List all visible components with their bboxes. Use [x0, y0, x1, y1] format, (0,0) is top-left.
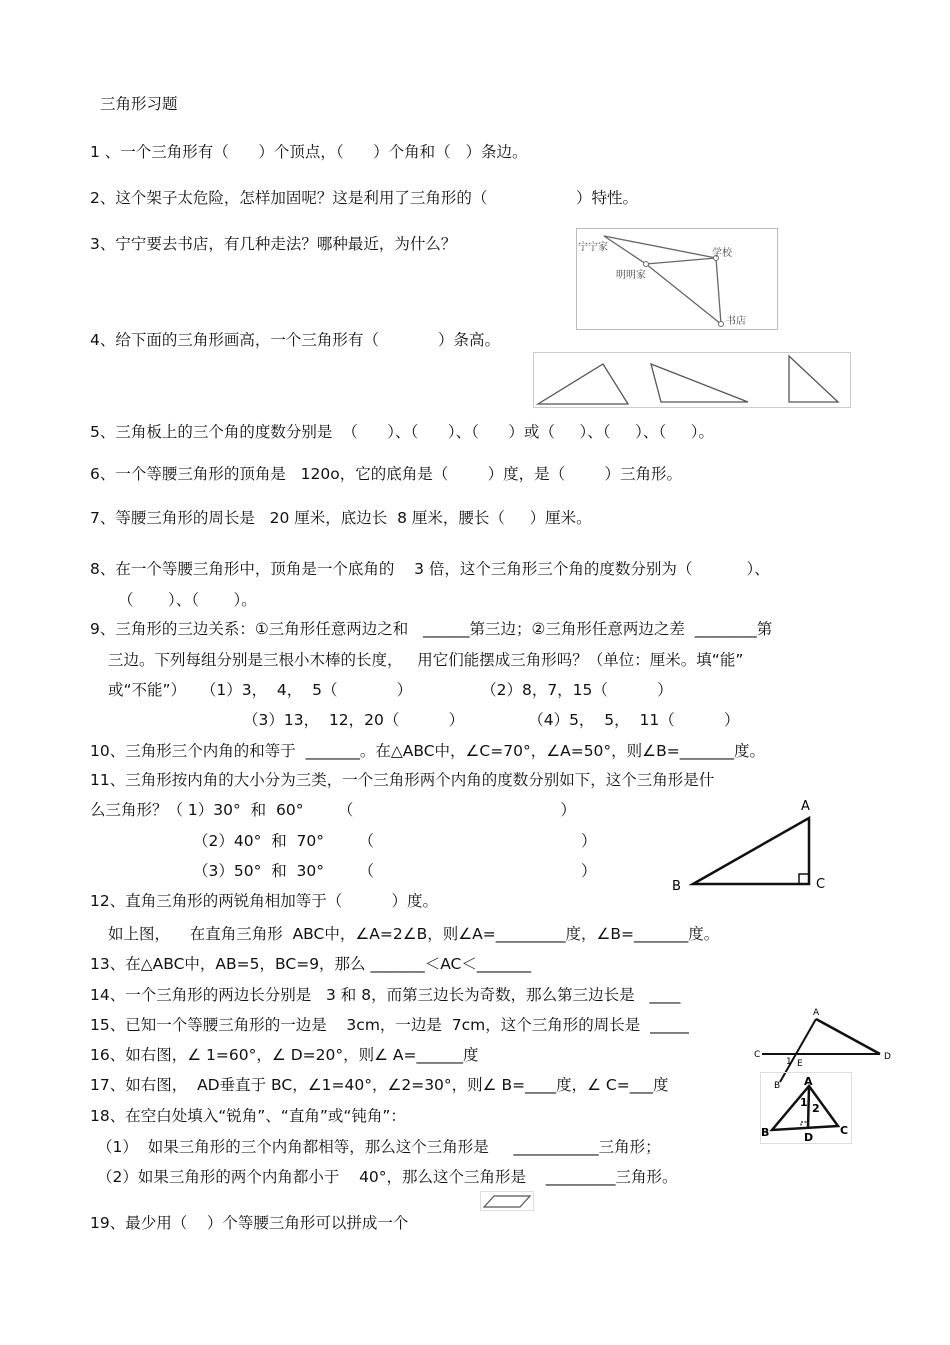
question-10: 10、三角形三个内角的和等于 _______。在△ABC中，∠C=70°，∠A=50°，则∠B=_______度。	[90, 742, 765, 760]
parallelogram-figure	[480, 1191, 534, 1211]
fig17-angle1-label: 1	[800, 1096, 808, 1109]
fig17-d-label: D	[804, 1131, 814, 1144]
fig16-a-label: A	[813, 1008, 820, 1018]
question-9-line-3: 或“不能”） （1）3， 4， 5（ ） （2）8，7，15（ ）	[108, 681, 673, 699]
question-12-line-1: 12、直角三角形的两锐角相加等于（ ）度。	[90, 892, 438, 910]
vertex-a-label: A	[801, 799, 810, 814]
question-8-line-2: （ ）、（ ）。	[118, 591, 257, 609]
question-11-line-4: （3）50° 和 30° （ ）	[193, 862, 597, 880]
fig17-b-label: B	[761, 1126, 770, 1139]
map-label-ming: 明明家	[616, 270, 646, 281]
triangles-figure	[533, 352, 851, 408]
question-18-part-2: （2）如果三角形的两个内角都小于 40°，那么这个三角形是 _________三角形。	[97, 1168, 678, 1186]
question-9-line-2: 三边。下列每组分别是三根小木棒的长度， 用它们能摆成三角形吗？（单位：厘米。填“能”	[108, 651, 744, 669]
question-14: 14、一个三角形的两边长分别是 3 和 8，而第三边长为奇数，那么第三边长是 ____	[90, 986, 681, 1004]
fig17-angle2-label: 2	[812, 1102, 820, 1115]
question-6: 6、一个等腰三角形的顶角是 120o，它的底角是（ ）度，是（ ）三角形。	[90, 465, 683, 483]
question-11-line-2: 么三角形？（ 1）30° 和 60° （ ）	[90, 801, 576, 819]
question-11-line-1: 11、三角形按内角的大小分为三类，一个三角形两个内角的度数分别如下，这个三角形是什	[90, 771, 715, 789]
page-title: 三角形习题	[100, 95, 178, 113]
question-16: 16、如右图，∠ 1=60°，∠ D=20°，则∠ A=______度	[90, 1046, 479, 1064]
fig16-d-label: D	[884, 1052, 891, 1062]
question-1: 1 、一个三角形有（ ）个顶点，（ ）个角和（ ）条边。	[90, 143, 528, 161]
question-13: 13、在△ABC中，AB=5，BC=9，那么 _______＜AC＜_______	[90, 955, 532, 973]
question-15: 15、已知一个等腰三角形的一边是 3cm，一边是 7cm，这个三角形的周长是 _____	[90, 1016, 689, 1034]
question-4: 4、给下面的三角形画高，一个三角形有（ ）条高。	[90, 331, 500, 349]
question-9-line-1: 9、三角形的三边关系：①三角形任意两边之和 ______第三边；②三角形任意两边之差 ________第	[90, 620, 773, 638]
question-5: 5、三角板上的三个角的度数分别是 （ ）、（ ）、（ ）或（ ）、（ ）、（ ）。	[90, 423, 715, 441]
vertex-c-label: C	[816, 877, 826, 892]
question-11-line-3: （2）40° 和 70° （ ）	[193, 832, 597, 850]
fig16-e-label: E	[797, 1059, 803, 1069]
question-9-line-4: （3）13， 12，20（ ） （4）5， 5， 11（ ）	[243, 711, 740, 729]
fig17-c-label: C	[840, 1124, 849, 1137]
right-triangle-abc-figure	[666, 796, 846, 896]
question-18-part-1: （1） 如果三角形的三个内角都相等，那么这个三角形是 ___________三角形；	[97, 1138, 661, 1156]
question-12-line-2: 如上图， 在直角三角形 ABC中，∠A=2∠B，则∠A=_________度，∠B=_______度。	[108, 925, 720, 943]
question-7: 7、等腰三角形的周长是 20 厘米，底边长 8 厘米，腰长（ ）厘米。	[90, 509, 592, 527]
question-19: 19、最少用（ ）个等腰三角形可以拼成一个	[90, 1214, 409, 1232]
question-17: 17、如右图， AD垂直于 BC，∠1=40°，∠2=30°，则∠ B=____度，∠ C=___度	[90, 1076, 669, 1094]
fig16-b-label: B	[774, 1081, 781, 1091]
acute-triangle	[538, 364, 628, 404]
map-label-school: 学校	[712, 248, 732, 259]
fig16-c-label: C	[754, 1050, 761, 1060]
question-8-line-1: 8、在一个等腰三角形中，顶角是一个底角的 3 倍，这个三角形三个角的度数分别为（ ）、	[90, 560, 770, 578]
angle-figure-17	[760, 1072, 852, 1144]
route-map-figure	[576, 228, 778, 330]
question-18: 18、在空白处填入“锐角”、“直角”或“钝角”：	[90, 1107, 406, 1125]
map-label-store: 书店	[726, 316, 746, 327]
map-label-home: 宁宁家	[578, 242, 608, 253]
right-triangle-small	[789, 356, 838, 402]
fig16-angle1-label: 1	[786, 1057, 792, 1067]
fig17-a-label: A	[804, 1075, 813, 1088]
obtuse-triangle	[651, 364, 748, 402]
question-2: 2、这个架子太危险，怎样加固呢？这是利用了三角形的（ ）特性。	[90, 189, 639, 207]
vertex-b-label: B	[672, 879, 681, 894]
question-3: 3、宁宁要去书店，有几种走法？哪种最近，为什么？	[90, 235, 457, 253]
